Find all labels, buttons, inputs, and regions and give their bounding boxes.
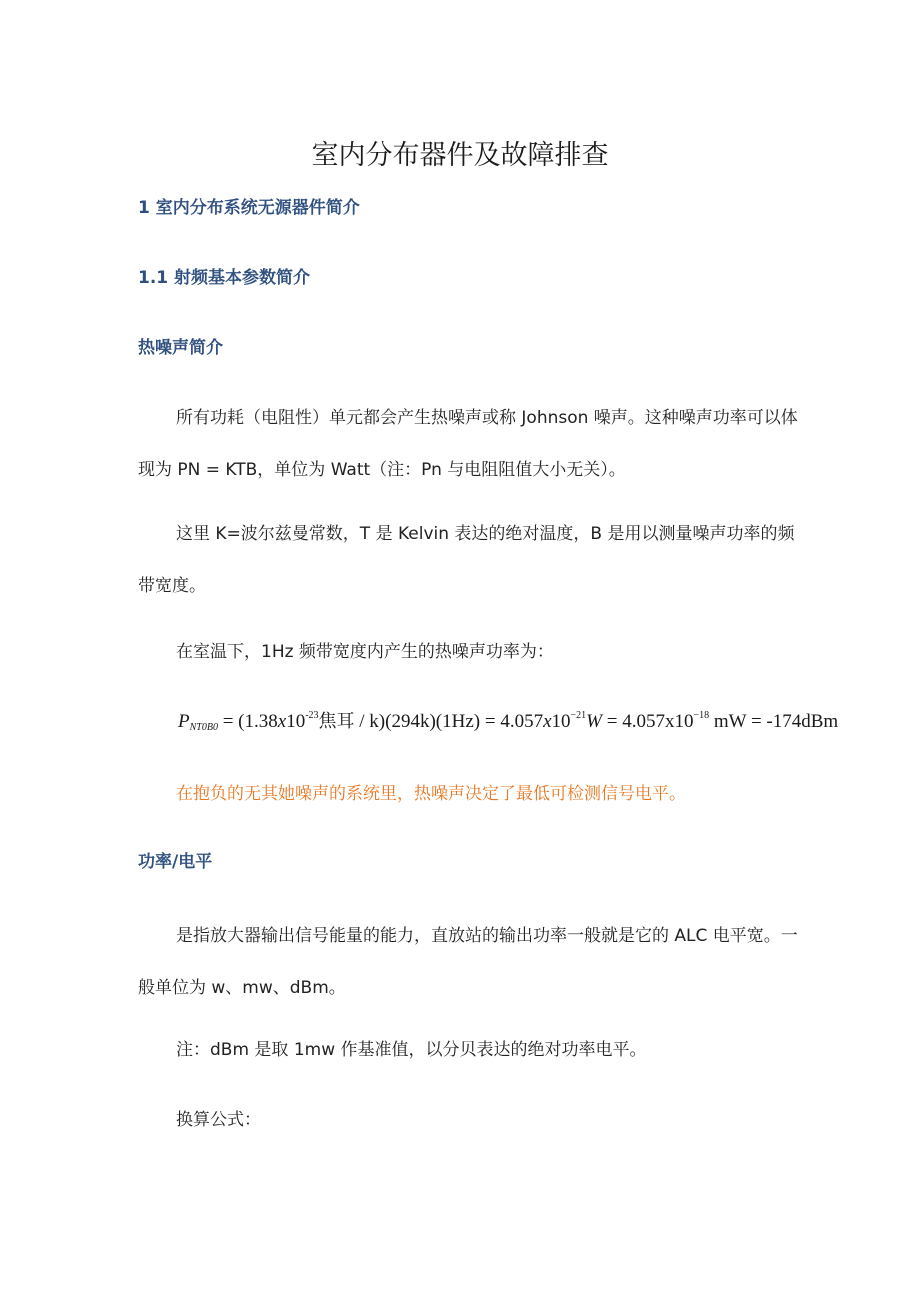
paragraph-thermal-noise-intro: 所有功耗（电阻性）单元都会产生热噪声或称 Johnson 噪声。这种噪声功率可以体现为 PN = KTB，单位为 Watt（注：Pn 与电阻阻值大小无关）。 [138, 408, 798, 480]
paragraph-room-temperature: 在室温下，1Hz 频带宽度内产生的热噪声功率为： [176, 642, 554, 662]
formula-unit-joule: 焦耳 [318, 711, 355, 732]
paragraph-ktb-definition: 这里 K=波尔兹曼常数，T 是 Kelvin 表达的绝对温度，B 是用以测量噪声功率的频带宽度。 [138, 524, 795, 596]
formula-p: P [178, 711, 190, 732]
section-heading-1-1: 1.1 射频基本参数简介 [138, 268, 311, 288]
highlight-note-noise-floor: 在抱负的无其她噪声的系统里，热噪声决定了最低可检测信号电平。 [176, 784, 686, 804]
formula-part-3: = 4.057x10 [601, 711, 694, 732]
document-title: 室内分布器件及故障排查 [311, 140, 609, 172]
formula-part-4: mW = -174dBm [709, 711, 839, 732]
formula-exp-1: -23 [305, 710, 319, 721]
subheading-thermal-noise: 热噪声简介 [138, 338, 223, 358]
section-heading-1: 1 室内分布系统无源器件简介 [138, 198, 360, 218]
formula-x2: x [543, 711, 552, 732]
formula-ten-1: 10 [286, 711, 306, 732]
paragraph-dbm-note: 注：dBm 是取 1mw 作基准值，以分贝表达的绝对功率电平。 [176, 1040, 647, 1060]
formula-part-1: = (1.38 [217, 711, 278, 732]
formula-exp-2: −21 [570, 710, 587, 721]
formula-x1: x [277, 711, 287, 732]
subheading-power-level: 功率/电平 [138, 852, 213, 872]
formula-p-subscript: NT0B0 [189, 722, 218, 733]
thermal-noise-formula [178, 704, 920, 743]
formula-part-2: / k)(294k)(1Hz) = 4.057 [354, 711, 544, 732]
formula-ten-2: 10 [551, 711, 571, 732]
paragraph-conversion-formula: 换算公式： [176, 1110, 261, 1130]
formula-w: W [586, 711, 602, 732]
formula-exp-3: −18 [693, 710, 710, 721]
paragraph-power-definition: 是指放大器输出信号能量的能力，直放站的输出功率一般就是它的 ALC 电平宽。一般单位为 w、mw、dBm。 [138, 926, 798, 998]
